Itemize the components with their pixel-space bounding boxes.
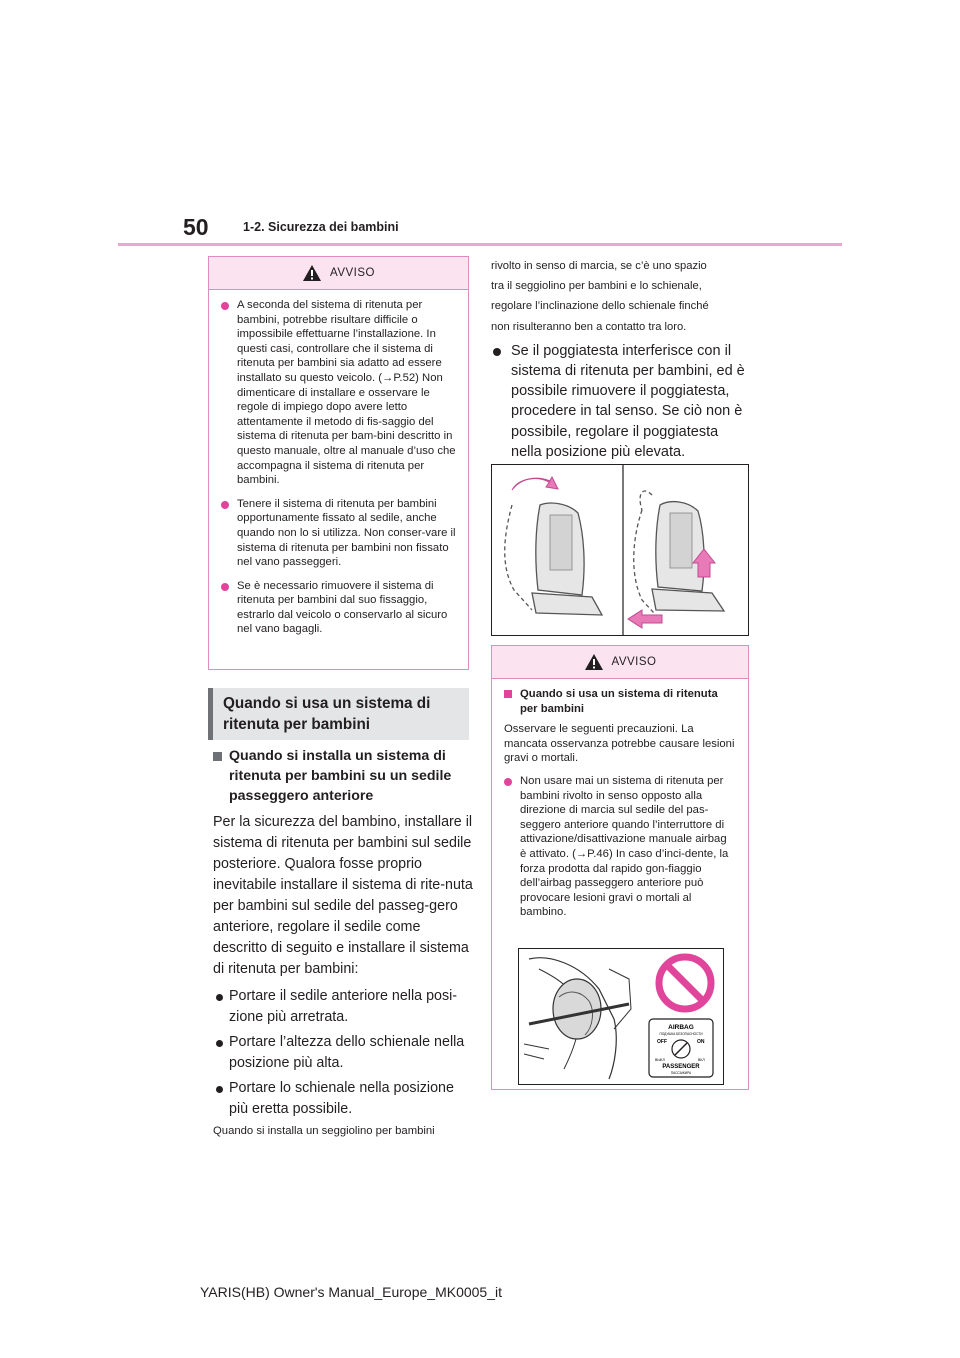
right-column: [491, 256, 751, 462]
continuation-line: regolare l’inclinazione dello schienale finché: [491, 300, 709, 313]
list-item: Portare lo schienale nella posizione più eretta possibile.: [213, 1078, 473, 1120]
airbag-label-top-ru: ПОДУШКА БЕЗОПАСНОСТИ: [659, 1032, 703, 1036]
section-title: 1-2. Sicurezza dei bambini: [243, 220, 399, 234]
left-column: [213, 746, 473, 1139]
airbag-label-on-ru: ВКЛ: [698, 1058, 705, 1062]
continuation-line: tra il seggiolino per bambini e lo schienale,: [491, 280, 702, 293]
seat-headrest-figure: [491, 464, 749, 636]
warning-box-bottom: [491, 645, 749, 1090]
seat-left: [532, 503, 602, 615]
seat-illustration: [492, 465, 748, 635]
airbag-label-on: ON: [697, 1039, 705, 1045]
continuation-line: rivolto in senso di marcia, se c’è uno spazio: [491, 260, 707, 272]
warning-subheading: Quando si usa un sistema di ritenuta per bambini: [504, 687, 736, 716]
warning-title: AVVISO: [330, 267, 375, 279]
airbag-label-off: OFF: [657, 1039, 667, 1045]
list-item: Portare l’altezza dello schienale nella posizione più alta.: [213, 1032, 473, 1074]
paragraph: Per la sicurezza del bambino, installare il sistema di ritenuta per bambini sul sedile posteriore. Qualora fosse proprio inevitabile installare il sistema di rite-nuta per bambini sul sedile del passeg-gero anteriore, regolare il sedile come descritto di seguito e installare il sistema di ritenuta per bambini:: [213, 814, 473, 977]
warning-triangle-icon: [584, 653, 604, 671]
warning-box-top: [208, 256, 469, 670]
warning-item: Se è necessario rimuovere il sistema di ritenuta per bambini dal suo fissaggio, estrarlo dal veicolo o conservarlo al sicuro nel vano bagagli.: [221, 579, 456, 637]
footer: YARIS(HB) Owner's Manual_Europe_MK0005_it: [200, 1284, 502, 1300]
airbag-label-bottom-ru: ПАССАЖИРА: [670, 1071, 692, 1075]
list-item: Se il poggiatesta interferisce con il sistema di ritenuta per bambini, ed è possibile rimuovere il poggiatesta, procedere in tal senso. Se ciò non è possibile, regolare il poggiatesta nella posizione più elevata.: [491, 341, 751, 462]
airbag-figure: [518, 948, 724, 1085]
warning-item: Non usare mai un sistema di ritenuta per bambini rivolto in senso opposto alla direzione di marcia sul sedile del pas-seggero anteriore quando l’interruttore di attivazione/disattivazione manuale airbag è attivato. (→P.46) In caso d’inci-dente, la forza prodotta dal rapido gon-fiaggio dell’airbag passeggero anteriore può provocare lesioni gravi o mortali al bambino.: [504, 774, 736, 920]
trailing-text: Quando si installa un seggiolino per bambini: [213, 1125, 435, 1137]
continuation-line: non risulteranno ben a contatto tra loro.: [491, 320, 687, 333]
page-number: 50: [183, 214, 209, 240]
airbag-label-bottom: PASSENGER: [662, 1064, 700, 1070]
airbag-label-off-ru: ВЫКЛ: [655, 1058, 665, 1062]
warning-item: Tenere il sistema di ritenuta per bambini opportunamente fissato al sedile, anche quando non lo si utilizza. Non conser-vare il sistema di ritenuta per bambini non fissato nel vano passeggeri.: [221, 497, 456, 570]
airbag-label-top: AIRBAG: [668, 1024, 694, 1031]
warning-header: [492, 646, 748, 679]
airbag-illustration: [519, 949, 723, 1084]
section-heading: Quando si usa un sistema di ritenuta per bambini: [208, 688, 469, 740]
list-item: Portare il sedile anteriore nella posi-zione più arretrata.: [213, 986, 473, 1028]
warning-title: AVVISO: [611, 656, 657, 668]
subheading: Quando si installa un sistema di ritenuta per bambini su un sedile passeggero anteriore: [213, 746, 473, 806]
warning-header: [209, 257, 468, 290]
warning-intro: Osservare le seguenti precauzioni. La mancata osservanza potrebbe causare lesioni gravi o mortali.: [504, 723, 735, 765]
warning-item: A seconda del sistema di ritenuta per bambini, potrebbe risultare difficile o impossibile effettuarne l’installazione. In questi casi, controllare che il sistema di ritenuta per bambini sia adatto ad essere installato su questo veicolo. (→P.52) Non dimenticare di installare e osservare le regole di impiego dopo avere letto attentamente il metodo di fis-saggio del sistema di ritenuta per bam-bini descritto in questo manuale, oltre al manuale d’uso che accompagna il sistema di ritenuta per bambini.: [221, 298, 456, 488]
header-rule: [118, 243, 842, 246]
seat-right: [652, 502, 724, 611]
warning-triangle-icon: [302, 264, 322, 282]
